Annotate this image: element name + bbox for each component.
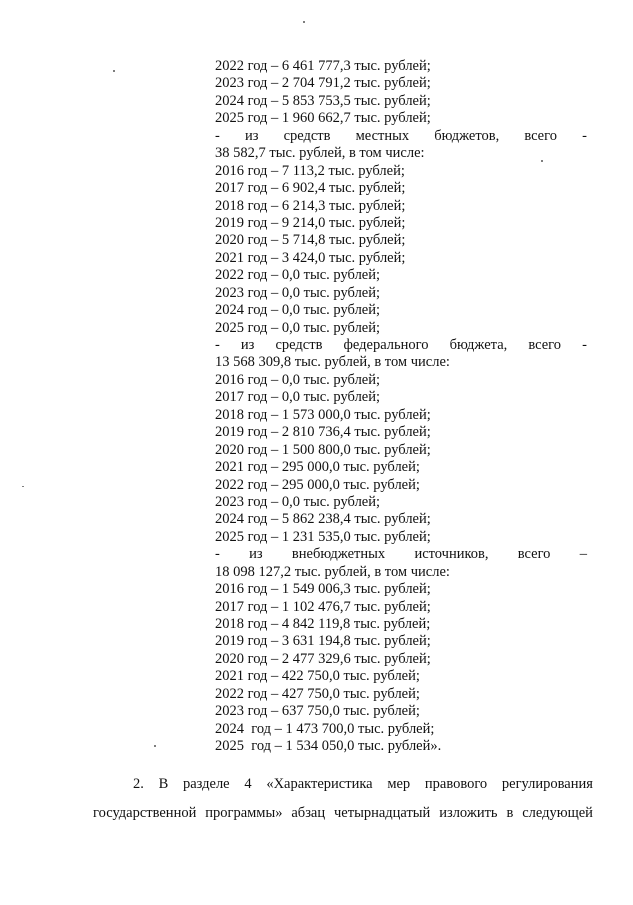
year-line: 2024 год – 0,0 тыс. рублей; — [215, 302, 381, 319]
word: - — [582, 337, 587, 353]
word: правового — [424, 776, 488, 792]
word: - — [215, 127, 220, 144]
word: федерального — [343, 337, 429, 353]
year-line: 2024 год – 5 853 753,5 тыс. рублей; — [215, 92, 431, 109]
word: всего — [528, 337, 561, 353]
year-line: 2018 год – 4 842 119,8 тыс. рублей; — [215, 616, 431, 632]
scan-speck — [303, 21, 305, 23]
year-line: 2017 год – 6 902,4 тыс. рублей; — [215, 180, 406, 197]
word: средств — [283, 127, 331, 144]
word: всего — [524, 127, 557, 144]
source-total-federal: 13 568 309,8 тыс. рублей, в том числе: — [215, 354, 450, 371]
year-line: 2025 год – 1 534 050,0 тыс. рублей». — [215, 738, 442, 755]
word: местных — [355, 127, 410, 144]
year-line: 2022 год – 0,0 тыс. рублей; — [215, 267, 381, 284]
year-line: 2019 год – 9 214,0 тыс. рублей; — [215, 214, 406, 231]
year-line: 2023 год – 637 750,0 тыс. рублей; — [215, 703, 420, 720]
scan-speck — [22, 486, 24, 487]
year-line: 2021 год – 422 750,0 тыс. рублей; — [215, 668, 420, 685]
year-line: 2020 год – 2 477 329,6 тыс. рублей; — [215, 650, 431, 667]
source-total-extra: 18 098 127,2 тыс. рублей, в том числе: — [215, 563, 450, 580]
year-line: 2020 год – 5 714,8 тыс. рублей; — [215, 232, 406, 249]
word: из — [240, 337, 255, 353]
word: источников, — [414, 546, 489, 563]
word: всего — [517, 546, 551, 563]
source-total-local: 38 582,7 тыс. рублей, в том числе: — [215, 145, 425, 162]
source-header-federal — [215, 337, 587, 354]
paragraph-line-1 — [93, 770, 593, 799]
year-line: 2022 год – 6 461 777,3 тыс. рублей; — [215, 58, 431, 74]
word: регулирования — [501, 776, 593, 792]
year-line: 2016 год – 0,0 тыс. рублей; — [215, 371, 381, 388]
year-line: 2016 год – 7 113,2 тыс. рублей; — [215, 162, 405, 179]
scan-speck — [113, 70, 115, 72]
word: изложить — [439, 805, 498, 821]
year-line: 2023 год – 0,0 тыс. рублей; — [215, 493, 381, 510]
year-line: 2019 год – 2 810 736,4 тыс. рублей; — [215, 424, 431, 441]
word: из — [244, 127, 259, 144]
year-line: 2025 год – 0,0 тыс. рублей; — [215, 319, 381, 336]
year-line: 2024 год – 1 473 700,0 тыс. рублей; — [215, 720, 435, 737]
word: 2. — [133, 776, 144, 792]
year-line: 2022 год – 427 750,0 тыс. рублей; — [215, 685, 420, 702]
word: абзац — [291, 805, 326, 821]
word: разделе — [182, 776, 230, 792]
year-line: 2022 год – 295 000,0 тыс. рублей; — [215, 476, 420, 493]
year-line: 2021 год – 3 424,0 тыс. рублей; — [215, 249, 406, 266]
word: В — [158, 776, 169, 792]
year-line: 2025 год – 1 960 662,7 тыс. рублей; — [215, 110, 431, 127]
year-line: 2024 год – 5 862 238,4 тыс. рублей; — [215, 511, 431, 528]
word: бюджетов, — [434, 127, 500, 144]
paragraph-line-2 — [93, 799, 593, 828]
year-line: 2019 год – 3 631 194,8 тыс. рублей; — [215, 633, 431, 650]
year-line: 2025 год – 1 231 535,0 тыс. рублей; — [215, 528, 431, 545]
year-line: 2017 год – 1 102 476,7 тыс. рублей; — [215, 598, 431, 615]
word: – — [579, 546, 587, 563]
source-header-local — [215, 128, 587, 145]
year-line: 2023 год – 0,0 тыс. рублей; — [215, 284, 381, 301]
word: внебюджетных — [291, 546, 386, 563]
word: - — [215, 546, 220, 563]
word: из — [249, 546, 263, 563]
word: программы» — [205, 805, 283, 821]
word: в — [506, 805, 514, 821]
funding-breakdown — [215, 58, 587, 756]
scan-speck — [541, 160, 543, 162]
word: «Характеристика — [266, 776, 373, 792]
source-header-extra — [215, 546, 587, 563]
year-line: 2021 год – 295 000,0 тыс. рублей; — [215, 459, 420, 476]
word: четырнадцатый — [334, 805, 431, 821]
word: следующей — [522, 805, 593, 821]
year-line: 2016 год – 1 549 006,3 тыс. рублей; — [215, 581, 431, 598]
year-line: 2017 год – 0,0 тыс. рублей; — [215, 389, 381, 406]
year-line: 2023 год – 2 704 791,2 тыс. рублей; — [215, 75, 431, 92]
word: мер — [387, 776, 411, 792]
word: 4 — [244, 776, 252, 792]
year-line: 2020 год – 1 500 800,0 тыс. рублей; — [215, 441, 431, 458]
year-line: 2018 год – 6 214,3 тыс. рублей; — [215, 197, 406, 214]
word: - — [215, 337, 220, 353]
word: государственной — [93, 805, 197, 821]
word: средств — [275, 337, 323, 353]
paragraph-2 — [93, 770, 593, 828]
year-line: 2018 год – 1 573 000,0 тыс. рублей; — [215, 406, 431, 423]
word: бюджета, — [449, 337, 508, 353]
scan-speck — [154, 745, 156, 747]
word: - — [582, 127, 587, 144]
